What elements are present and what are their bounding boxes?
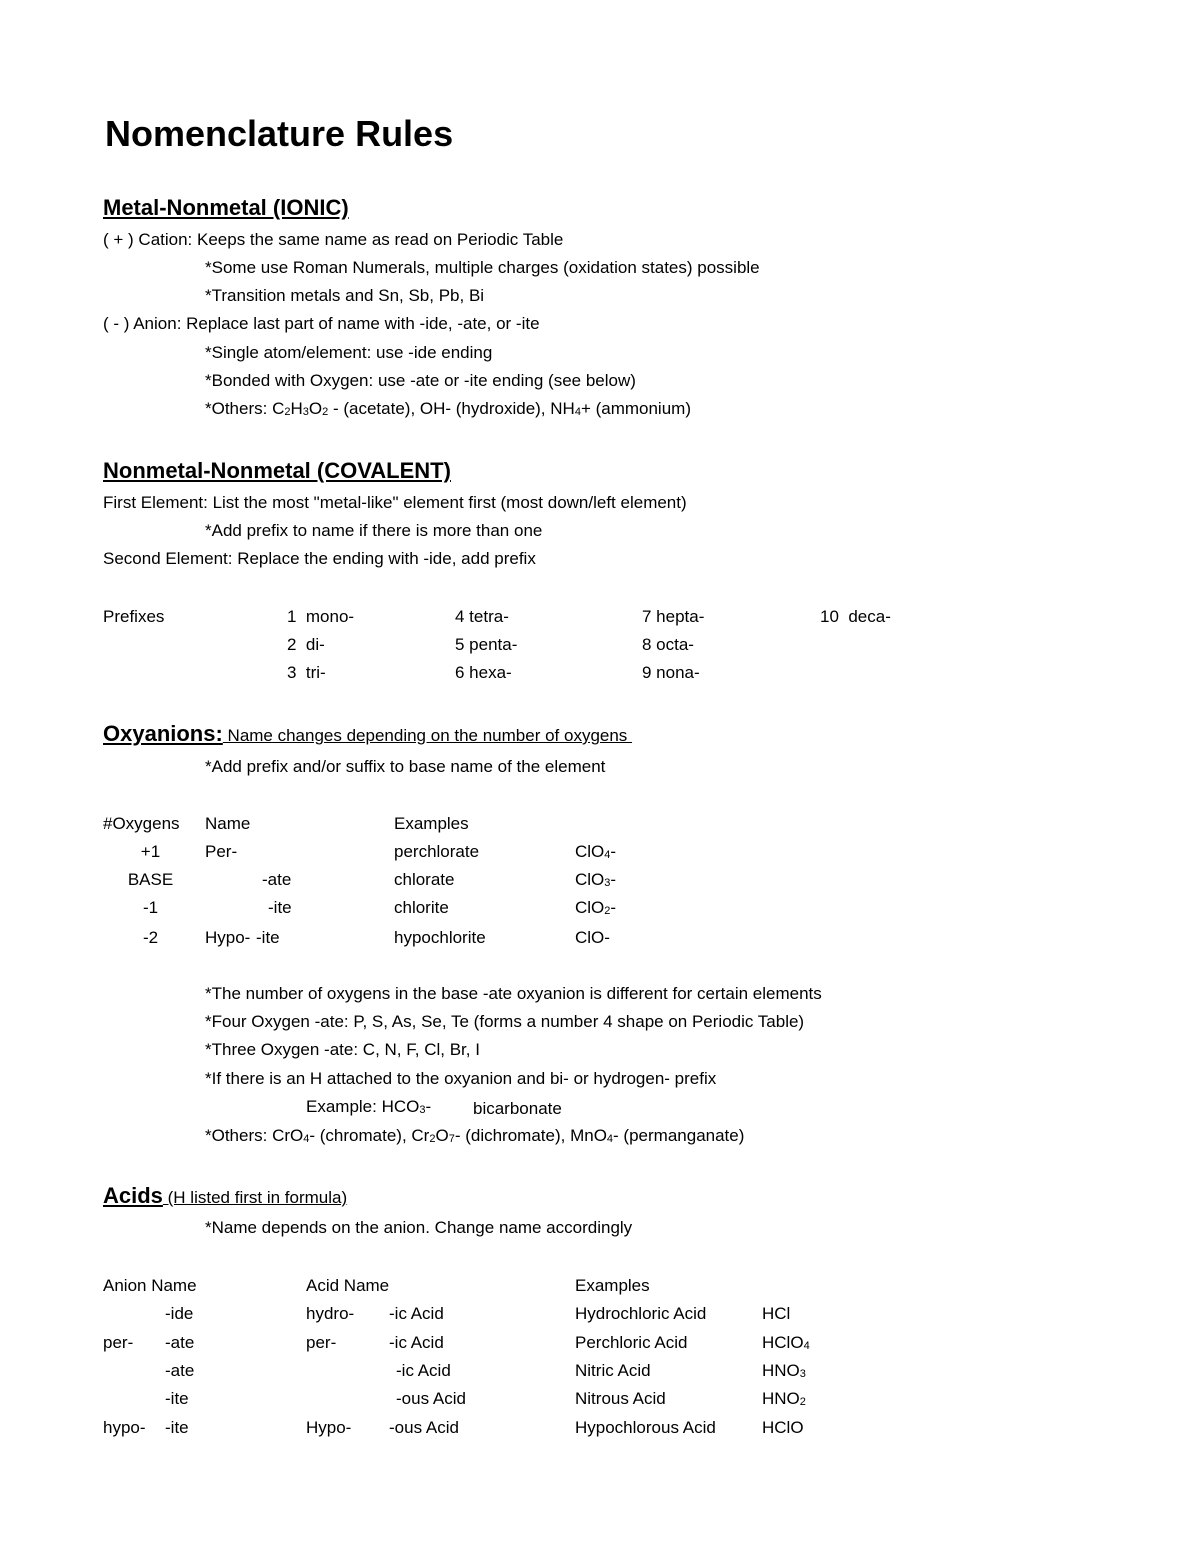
acid-anion-prefix: per-: [103, 1333, 134, 1352]
oxy-formula: ClO$_3$-: [575, 870, 617, 889]
acids-heading-line: [103, 1183, 347, 1209]
prefix-item: 1 mono-: [287, 607, 355, 626]
oxy-suffix: -ate: [262, 870, 292, 889]
oxy-note: *Four Oxygen -ate: P, S, As, Se, Te (forms a number 4 shape on Periodic Table): [205, 1012, 805, 1031]
ionic-line: *Bonded with Oxygen: use -ate or -ite ending (see below): [205, 371, 636, 390]
oxy-note: *If there is an H attached to the oxyanion and bi- or hydrogen- prefix: [205, 1069, 717, 1088]
oxy-note: *Three Oxygen -ate: C, N, F, Cl, Br, I: [205, 1040, 480, 1059]
prefix-item: 7 hepta-: [642, 607, 705, 626]
covalent-heading: Nonmetal-Nonmetal (COVALENT): [103, 458, 451, 483]
acid-suffix: -ous Acid: [389, 1418, 459, 1437]
acid-suffix: -ic Acid: [389, 1304, 444, 1323]
acid-header: Acid Name: [306, 1276, 390, 1295]
prefix-item: 6 hexa-: [455, 663, 512, 682]
acid-anion-prefix: hypo-: [103, 1418, 146, 1437]
oxy-example-name: bicarbonate: [473, 1099, 562, 1118]
acid-formula: $HNO_3$: [762, 1361, 806, 1380]
acid-example: Hydrochloric Acid: [575, 1304, 707, 1323]
acid-header: Anion Name: [103, 1276, 197, 1295]
oxyanions-heading: Oxyanions:: [103, 721, 223, 746]
ionic-heading: Metal-Nonmetal (IONIC): [103, 195, 349, 220]
acid-example: Nitric Acid: [575, 1361, 651, 1380]
oxy-header: Name: [205, 814, 251, 833]
acid-prefix: Hypo-: [306, 1418, 352, 1437]
ionic-line: *Single atom/element: use -ide ending: [205, 343, 493, 362]
oxy-prefix: Per-: [205, 842, 238, 861]
oxy-note: *The number of oxygens in the base -ate oxyanion is different for certain elements: [205, 984, 822, 1003]
acid-suffix: -ous Acid: [396, 1389, 466, 1408]
oxy-formula: ClO$_2$-: [575, 898, 617, 917]
ionic-line: *Some use Roman Numerals, multiple charges (oxidation states) possible: [205, 258, 760, 277]
oxyanions-subheading: Name changes depending on the number of oxygens: [222, 726, 633, 745]
oxy-count: +1: [140, 842, 161, 861]
prefix-item: 8 octa-: [642, 635, 694, 654]
oxyanions-heading-line: [103, 721, 632, 747]
acids-note: *Name depends on the anion. Change name accordingly: [205, 1218, 633, 1237]
oxy-count: -2: [142, 928, 159, 947]
acid-anion-suffix: -ide: [165, 1304, 194, 1323]
ionic-line: *Transition metals and Sn, Sb, Pb, Bi: [205, 286, 485, 305]
prefix-item: 10 deca-: [820, 607, 891, 626]
acid-prefix: per-: [306, 1333, 337, 1352]
oxy-formula: ClO$_4$-: [575, 842, 617, 861]
acid-anion-suffix: -ate: [165, 1333, 195, 1352]
oxyanions-note: *Add prefix and/or suffix to base name of the element: [205, 757, 606, 776]
acid-example: Hypochlorous Acid: [575, 1418, 716, 1437]
acids-heading: Acids: [103, 1183, 163, 1208]
acid-example: Nitrous Acid: [575, 1389, 666, 1408]
prefix-item: 4 tetra-: [455, 607, 509, 626]
ionic-others-line: *Others: $C_2H_3O_2$ - (acetate), OH- (hydroxide), $NH_4+$ (ammonium): [205, 399, 691, 418]
oxy-count: BASE: [127, 870, 174, 889]
oxy-example: chlorite: [394, 898, 449, 917]
oxy-others-line: *Others: CrO$_4$- (chromate), $Cr_2O_7-$ (dichromate), MnO$_4$- (permanganate): [205, 1126, 745, 1145]
covalent-line: *Add prefix to name if there is more than one: [205, 521, 543, 540]
prefixes-label: Prefixes: [103, 607, 165, 626]
acid-prefix: hydro-: [306, 1304, 355, 1323]
prefix-item: 2 di-: [287, 635, 325, 654]
oxy-example: chlorate: [394, 870, 455, 889]
acid-example: Perchloric Acid: [575, 1333, 688, 1352]
acids-subheading: (H listed first in formula): [162, 1188, 348, 1207]
oxy-prefix: Hypo-: [205, 928, 251, 947]
acid-formula: HCl: [762, 1304, 791, 1323]
oxy-formula: ClO-: [575, 928, 610, 947]
acid-suffix: -ic Acid: [389, 1333, 444, 1352]
acid-suffix: -ic Acid: [396, 1361, 451, 1380]
acid-formula: HClO: [762, 1418, 804, 1437]
oxy-example: perchlorate: [394, 842, 480, 861]
ionic-line: ( - ) Anion: Replace last part of name with -ide, -ate, or -ite: [103, 314, 540, 333]
covalent-line: First Element: List the most "metal-like" element first (most down/left element): [103, 493, 687, 512]
acid-anion-suffix: -ite: [165, 1389, 189, 1408]
prefix-item: 3 tri-: [287, 663, 326, 682]
covalent-line: Second Element: Replace the ending with -ide, add prefix: [103, 549, 536, 568]
oxy-example-formula: Example: $HCO_3-$: [306, 1097, 432, 1116]
oxy-example: hypochlorite: [394, 928, 486, 947]
prefix-item: 5 penta-: [455, 635, 518, 654]
acid-header: Examples: [575, 1276, 650, 1295]
acid-formula: HClO$_4$: [762, 1333, 810, 1352]
ionic-line: ( + ) Cation: Keeps the same name as read on Periodic Table: [103, 230, 564, 249]
acid-anion-suffix: -ite: [165, 1418, 189, 1437]
acid-anion-suffix: -ate: [165, 1361, 195, 1380]
prefix-item: 9 nona-: [642, 663, 700, 682]
oxy-header: #Oxygens: [103, 814, 180, 833]
oxy-count: -1: [142, 898, 159, 917]
oxy-header: Examples: [394, 814, 469, 833]
oxy-suffix: -ite: [256, 928, 280, 947]
page-title: Nomenclature Rules: [105, 113, 454, 154]
oxy-suffix: -ite: [268, 898, 292, 917]
acid-formula: $HNO_2$: [762, 1389, 806, 1408]
